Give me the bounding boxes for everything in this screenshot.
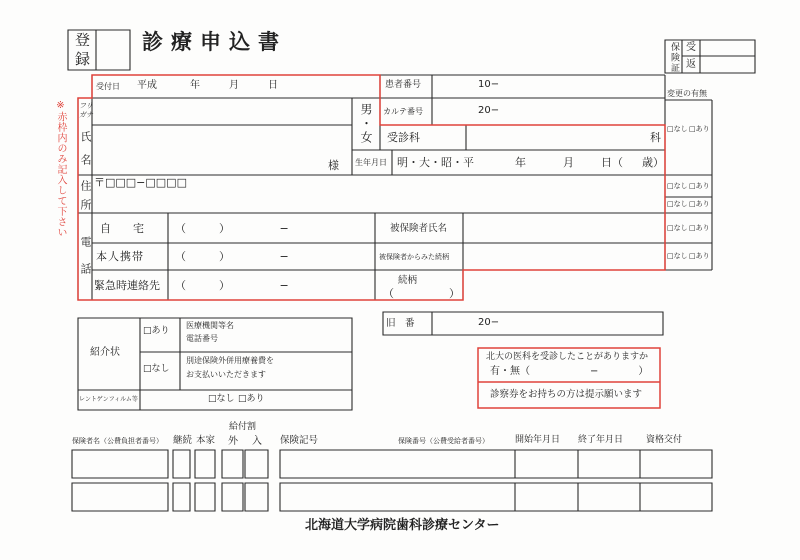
change-none-checkbox: □なし xyxy=(667,224,688,232)
col-inpatient: 入 xyxy=(252,436,262,447)
emergency-relation-value: （ ） xyxy=(383,287,460,300)
old-number-label: 旧 番 xyxy=(386,318,415,329)
home-phone-value: （ ） − xyxy=(175,222,289,235)
patient-number-label: 患者番号 xyxy=(385,80,422,90)
extra-fee-notice-line: お支払いいただきます xyxy=(186,370,266,379)
name-honorific: 様 xyxy=(328,159,339,172)
change-yes-checkbox: □あり xyxy=(689,224,710,232)
extra-fee-notice-line: 別途保険外併用療養費を xyxy=(186,356,274,365)
col-outpatient: 外 xyxy=(228,436,238,447)
col-insurance-symbol: 保険記号 xyxy=(280,435,319,446)
form-title: 診療申込書 xyxy=(142,30,287,54)
col-qualification-issued: 資格交付 xyxy=(646,435,683,445)
change-yes-checkbox: □あり xyxy=(689,182,710,190)
xray-label: レントゲンフィルム等 xyxy=(79,396,138,403)
phone-label: 電話 xyxy=(79,236,92,290)
insured-relation-label: 被保険者からみた続柄 xyxy=(379,253,449,261)
reception-year-unit: 年 xyxy=(190,80,200,91)
col-continuation: 継続 xyxy=(173,435,193,446)
address-label: 住所 xyxy=(79,180,92,218)
xray-none-checkbox: □なし xyxy=(208,394,235,404)
reception-day-unit: 日 xyxy=(268,80,278,91)
col-insurer: 保険者名（公費負担者番号） xyxy=(72,437,163,445)
referral-yes-checkbox: □あり xyxy=(143,326,170,336)
hokudai-note: 診察券をお持ちの方は提示願います xyxy=(490,389,643,400)
col-end-date: 終了年月日 xyxy=(578,435,624,445)
change-yes-checkbox: □あり xyxy=(689,200,710,208)
referral-institution-label: 医療機関等名 xyxy=(186,321,234,330)
registration-label: 登録 xyxy=(73,32,91,70)
insured-name-label: 被保険者氏名 xyxy=(390,223,448,234)
birth-day-unit: 日（ xyxy=(601,156,623,169)
birth-month-unit: 月 xyxy=(563,156,574,169)
emergency-contact-value: （ ） − xyxy=(175,279,289,292)
chart-number-value: 20− xyxy=(478,105,500,116)
emergency-contact-label: 緊急時連絡先 xyxy=(94,279,160,292)
insurance-card-received-label: 受 xyxy=(686,42,696,53)
hokudai-answer: 有・無（ − ） xyxy=(490,366,649,377)
patient-number-value: 10− xyxy=(478,79,500,90)
change-none-checkbox: □なし xyxy=(667,252,688,260)
reception-era: 平成 xyxy=(137,80,157,91)
change-none-checkbox: □なし xyxy=(667,200,688,208)
col-main-family: 本家 xyxy=(196,435,216,446)
insurance-card-returned-label: 返 xyxy=(686,59,696,70)
department-suffix: 科 xyxy=(650,131,661,144)
fill-in-notice: ※赤枠内のみ記入して下さい xyxy=(55,100,66,238)
home-phone-label: 自 宅 xyxy=(100,222,144,235)
birth-date-label: 生年月日 xyxy=(355,158,387,167)
old-number-value: 20− xyxy=(478,317,500,328)
xray-yes-checkbox: □あり xyxy=(238,394,265,404)
furigana-label: フリガナ xyxy=(79,102,93,119)
change-yes-checkbox: □あり xyxy=(689,125,710,133)
name-label: 氏名 xyxy=(79,131,92,177)
mobile-phone-value: （ ） − xyxy=(175,250,289,263)
col-benefit-ratio: 給付割 xyxy=(229,422,257,432)
change-column-header: 変更の有無 xyxy=(667,89,707,98)
referral-label: 紹介状 xyxy=(90,347,120,358)
footer-institution: 北海道大学病院歯科診療センター xyxy=(305,518,500,533)
sex-label: 男・女 xyxy=(359,103,373,145)
col-start-date: 開始年月日 xyxy=(515,435,561,445)
change-none-checkbox: □なし xyxy=(667,182,688,190)
insurance-table-grid xyxy=(72,450,712,511)
referral-no-checkbox: □なし xyxy=(143,364,170,374)
department-label: 受診科 xyxy=(387,131,420,144)
reception-month-unit: 月 xyxy=(229,80,239,91)
emergency-relation-label: 続柄 xyxy=(398,275,418,286)
old-number-box xyxy=(383,312,663,335)
insurance-card-label: 保険証 xyxy=(669,42,679,74)
referral-phone-label: 電話番号 xyxy=(186,334,218,343)
reception-date-label: 受付日 xyxy=(96,82,120,91)
change-yes-checkbox: □あり xyxy=(689,252,710,260)
birth-year-unit: 年 xyxy=(515,156,526,169)
mobile-phone-label: 本人携帯 xyxy=(96,250,144,263)
change-none-checkbox: □なし xyxy=(667,125,688,133)
hokudai-question: 北大の医科を受診したことがありますか xyxy=(486,352,649,362)
birth-eras: 明・大・昭・平 xyxy=(397,156,474,169)
birth-age-unit: 歳） xyxy=(642,156,664,169)
postal-code-field: 〒□□□−□□□□ xyxy=(94,176,187,189)
col-insurance-number: 保険番号（公費受給者番号） xyxy=(398,437,489,445)
chart-number-label: カルテ番号 xyxy=(383,107,423,116)
